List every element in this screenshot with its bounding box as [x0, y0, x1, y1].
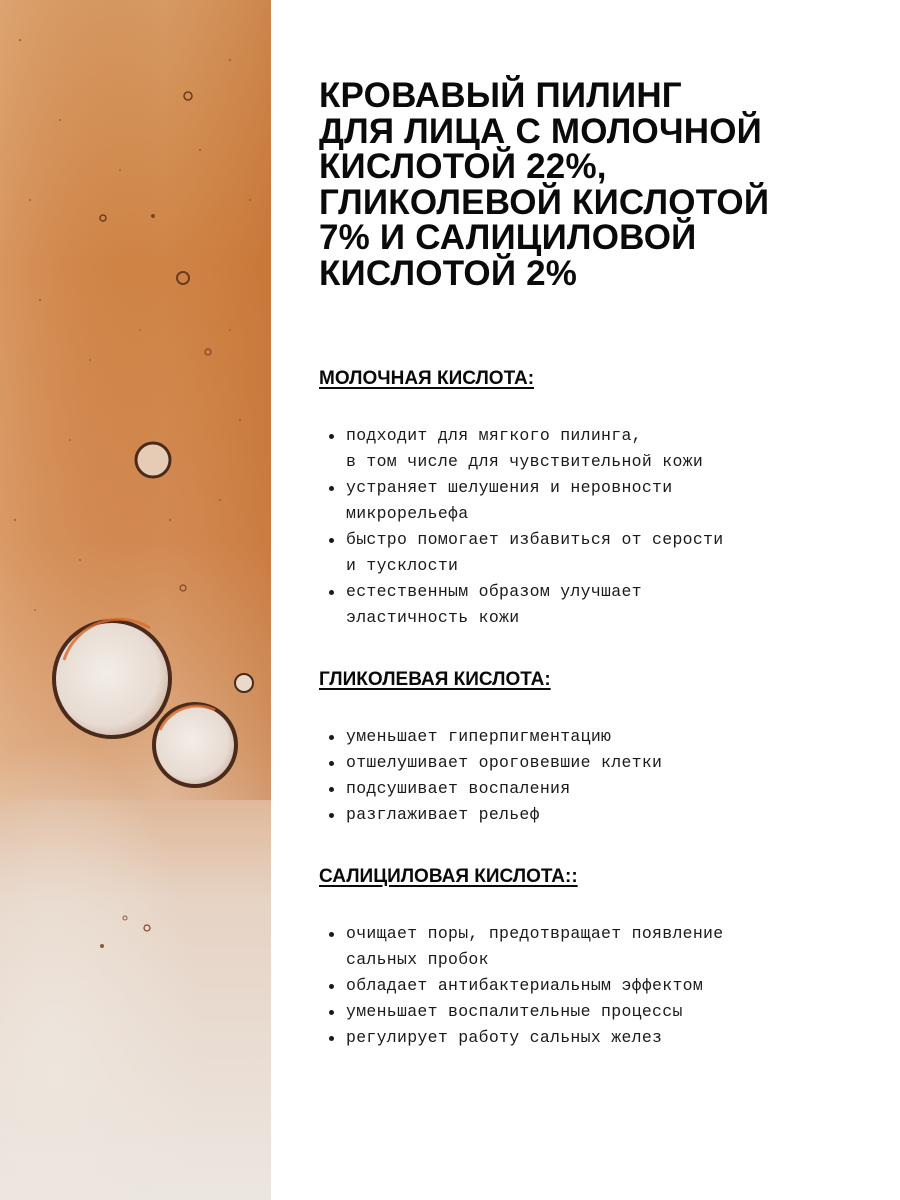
bullet-icon: [329, 1036, 334, 1041]
small-bubble: [136, 443, 170, 477]
section-heading: МОЛОЧНАЯ КИСЛОТА:: [319, 368, 535, 389]
benefit-list: [319, 921, 879, 1051]
bullet-icon: [329, 1010, 334, 1015]
bullet-icon: [329, 590, 334, 595]
liquid-bubbles-image: [0, 0, 271, 1200]
list-item: очищает поры, предотвращает появление сальных пробок: [319, 921, 879, 973]
bullet-icon: [329, 932, 334, 937]
list-item: уменьшает гиперпигментацию: [319, 724, 879, 750]
bullet-icon: [329, 984, 334, 989]
title-block: [319, 78, 879, 291]
bullet-icon: [329, 787, 334, 792]
section-salicylic-acid: [319, 866, 879, 1051]
list-item: обладает антибактериальным эффектом: [319, 973, 879, 999]
section-glycolic-acid: [319, 669, 879, 828]
list-item: подходит для мягкого пилинга, в том числе для чувствительной кожи: [319, 423, 879, 475]
list-item: быстро помогает избавиться от серости и тусклости: [319, 527, 879, 579]
bullet-icon: [329, 735, 334, 740]
list-item: регулирует работу сальных желез: [319, 1025, 879, 1051]
list-item: подсушивает воспаления: [319, 776, 879, 802]
section-lactic-acid: [319, 368, 879, 631]
list-item: отшелушивает ороговевшие клетки: [319, 750, 879, 776]
list-item: разглаживает рельеф: [319, 802, 879, 828]
section-heading: ГЛИКОЛЕВАЯ КИСЛОТА:: [319, 669, 551, 690]
page-title: КРОВАВЫЙ ПИЛИНГ ДЛЯ ЛИЦА С МОЛОЧНОЙ КИСЛОТОЙ 22%, ГЛИКОЛЕВОЙ КИСЛОТОЙ 7% И САЛИЦИЛОВОЙ КИСЛОТОЙ 2%: [319, 76, 770, 293]
benefit-list: [319, 724, 879, 828]
product-texture-photo: [0, 0, 271, 1200]
section-heading: САЛИЦИЛОВАЯ КИСЛОТА::: [319, 866, 578, 887]
list-item: естественным образом улучшает эластичность кожи: [319, 579, 879, 631]
bullet-icon: [329, 813, 334, 818]
list-item: устраняет шелушения и неровности микрорельефа: [319, 475, 879, 527]
large-bubble: [54, 621, 170, 737]
benefit-list: [319, 423, 879, 631]
list-item: уменьшает воспалительные процессы: [319, 999, 879, 1025]
bullet-icon: [329, 538, 334, 543]
medium-bubble: [154, 704, 236, 786]
bullet-icon: [329, 434, 334, 439]
bullet-icon: [329, 761, 334, 766]
bullet-icon: [329, 486, 334, 491]
